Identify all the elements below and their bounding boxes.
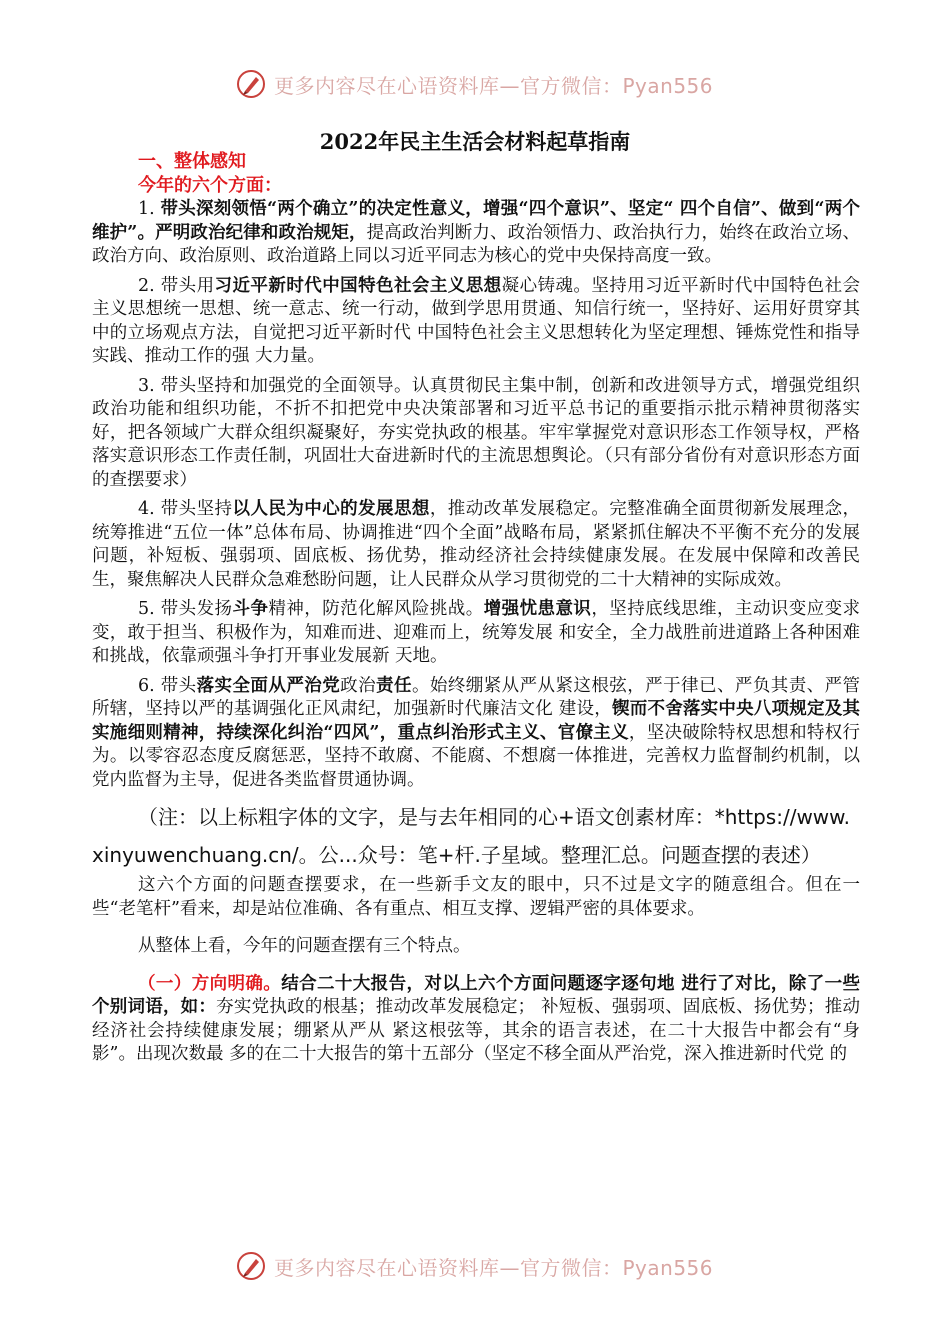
item-number: 5.: [138, 599, 155, 619]
paragraph: 从整体上看，今年的问题查摆有三个特点。: [138, 936, 471, 956]
pen-logo-icon: [236, 69, 266, 99]
item-text: 带头发扬: [160, 599, 233, 619]
bold-text: 锲而不舍落实中央八项规定及其实施细则精神，持续深化纠治“四风”，重点纠治形式主义、官僚主义: [92, 699, 861, 743]
item-number: 3.: [138, 375, 155, 396]
item-3: [92, 375, 860, 493]
document-title: 2022年民主生活会材料起草指南: [319, 129, 631, 154]
item-text: 提高政治判断力、政治领悟力、政治执行力，始终在政治立场、政治方向、政治原则、政治道路上同以习近平同志为核心的党中央保持高度一致。: [92, 222, 860, 266]
bold-text: 带头深刻领悟“两个确立”的决定性意义，增强“四个意识”、坚定“ 四个自信”、做到“两个维护”。严明政治纪律和政治规矩，: [92, 199, 860, 243]
bold-text: 结合二十大报告，对以上六个方面问题逐字逐句地 进行了对比，除了一些个别词语，如：: [92, 973, 861, 1017]
item-text: 精神，防范化解风险挑战。: [268, 599, 484, 619]
watermark-banner-top: [236, 66, 713, 102]
point-heading: （一）方向明确。: [138, 973, 282, 994]
item-text: 。始终绷紧从严从紧这根弦，严于律已、严负其责、严管所辖，坚持以严的基调强化正风肃纪，加强新时代廉洁文化 建设，: [92, 675, 861, 719]
item-text: 凝心铸魂。坚持用习近平新时代中国特色社会主义思想统一思想、统一意志、统一行动，做到学思用贯通、知信行统一，坚持好、运用好贯穿其中的立场观点方法，自觉把习近平新时代 中国特色社会主义思想转化为坚定理想、锤炼党性和指导实践、推动工作的强 大力量。: [92, 275, 861, 366]
bold-text: 增强忧患意识: [483, 599, 592, 619]
item-number: 1.: [138, 199, 155, 219]
item-text: 带头坚持和加强党的全面领导。认真贯彻民主集中制，创新和改进领导方式，增强党组织政治功能和组织功能，不折不扣把党中央决策部署和习近平总书记的重要指示批示精神贯彻落实好，把各领域广大群众组织凝聚好，夯实党执政的根基。牢牢掌握党对意识形态工作领导权，严格落实意识形态工作责任制，巩固壮大奋进新时代的主流思想舆论。（只有部分省份有对意识形态方面的查摆要求）: [92, 375, 860, 490]
paragraph: 这六个方面的问题查摆要求，在一些新手文友的眼中，只不过是文字的随意组合。但在一些“老笔杆”看来，却是站位准确、各有重点、相互支撑、逻辑严密的具体要求。: [92, 875, 860, 919]
document-body: [92, 150, 860, 1073]
item-text: ，推动改革发展稳定。完整准确全面贯彻新发展理念，统筹推进“五位一体”总体布局、协调推进“四个全面”战略布局，紧紧抓住解决不平衡不充分的发展问题，补短板、强弱项、固底板、扬优势，推动经济社会持续健康发展。在发展中保障和改善民生，聚焦解决人民群众急难愁盼问题，让人民群众从学习贯彻党的二十大精神的实际成效。: [92, 499, 861, 590]
point-text: 夯实党执政的根基；推动改革发展稳定； 补短板、强弱项、固底板、扬优势；推动经济社会持续健康发展；绷紧从严从 紧这根弦等，其余的语言表述，在二十大报告中都会有“身影”。出现次数最 多的在二十大报告的第十五部分（坚定不移全面从严治党，深入推进新时代党 的: [92, 997, 860, 1064]
bold-text: 以人民为中心的发展思想: [232, 499, 430, 519]
watermark-banner-bottom: [236, 1248, 713, 1284]
item-2: [92, 275, 860, 369]
item-5: [92, 598, 860, 669]
item-text: 政治: [340, 675, 377, 696]
watermark-text: 更多内容尽在心语资料库—官方微信：Pyan556: [274, 73, 714, 98]
bold-text: 落实全面从严治党: [196, 675, 341, 696]
bold-text: 习近平新时代中国特色社会主义思想: [214, 275, 502, 296]
subsection-heading: 今年的六个方面：: [138, 175, 282, 196]
item-text: ，坚决破除特权思想和特权行为。以零容忍态度反腐惩恶，坚持不敢腐、不能腐、不想腐一体推进，完善权力监督制约机制，以党内监督为主导，促进各类监督贯通协调。: [92, 722, 860, 790]
item-number: 2.: [138, 275, 155, 296]
note-paragraph: （注：以上标粗字体的文字，是与去年相同的心+语文创素材库：*https://www.xinyuwenchuang.cn/。公...众号：笔+杆.子星域。整理汇总。问题查摆的表述）: [92, 805, 851, 867]
item-text: 带头: [160, 675, 197, 696]
item-4: [92, 498, 860, 592]
item-text: 带头坚持: [160, 499, 233, 519]
item-number: 4.: [138, 499, 155, 519]
item-text: ，坚持底线思维，主动识变应变求变，敢于担当、积极作为，知难而进、迎难而上，统筹发展 和安全，全力战胜前进道路上各种困难和挑战，依靠顽强斗争打开事业发展新 天地。: [92, 599, 861, 666]
item-1: [92, 198, 860, 269]
item-6: [92, 675, 860, 793]
item-number: 6.: [138, 675, 155, 696]
bold-text: 责任: [376, 675, 412, 696]
item-text: 带头用: [160, 275, 215, 296]
pen-logo-icon: [236, 1251, 266, 1281]
point-1: [92, 973, 860, 1067]
watermark-text: 更多内容尽在心语资料库—官方微信：Pyan556: [274, 1255, 714, 1280]
bold-text: 斗争: [232, 599, 269, 619]
section-heading: 一、整体感知: [138, 151, 246, 172]
